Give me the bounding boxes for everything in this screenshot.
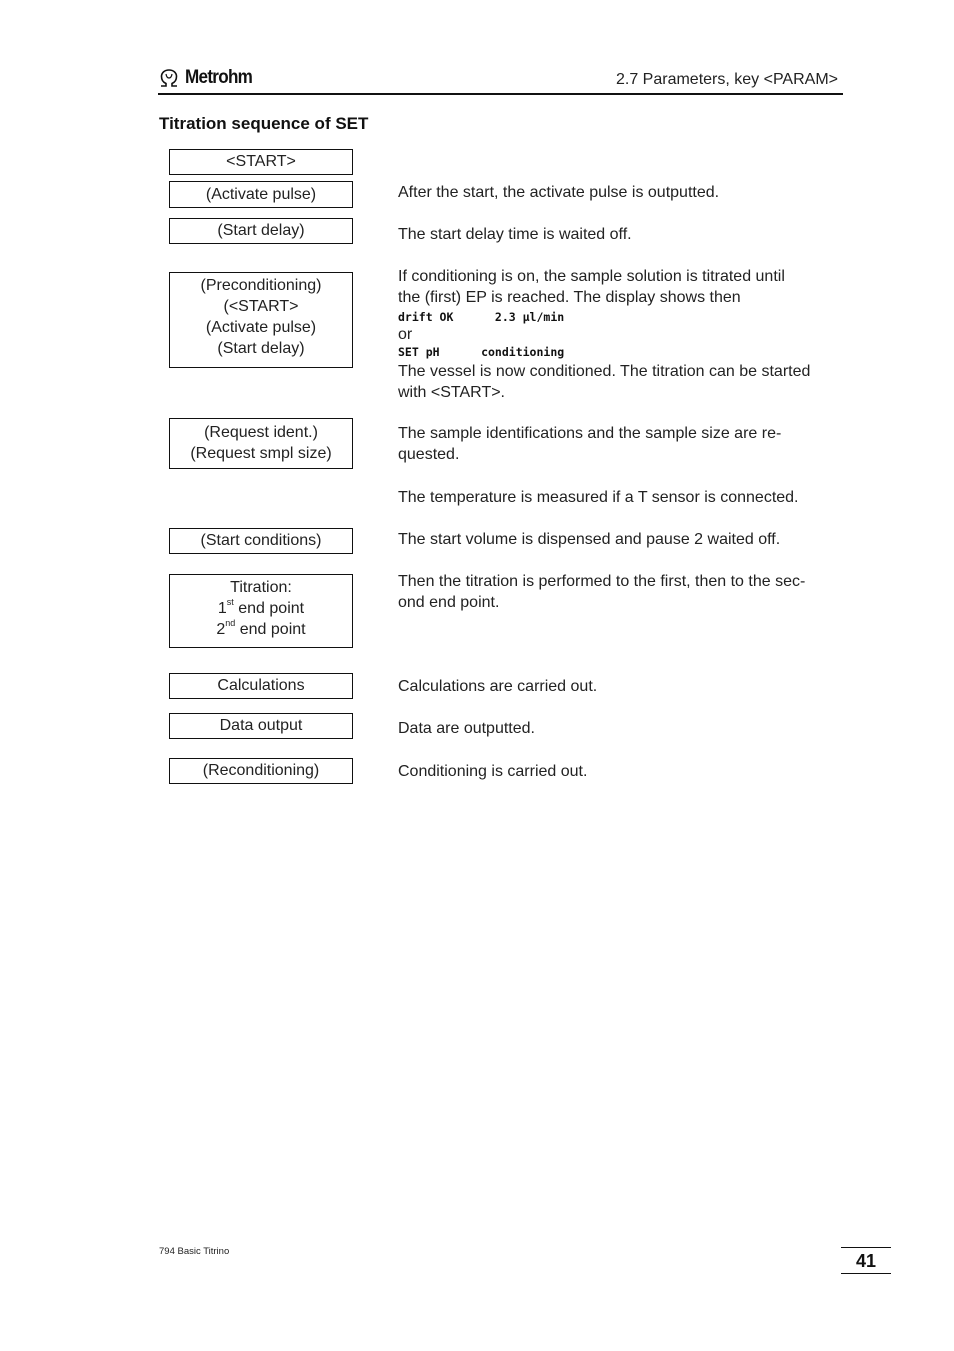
- brand-name: Metrohm: [185, 67, 253, 88]
- step-preconditioning: [169, 272, 353, 368]
- description-line: Data are outputted.: [398, 720, 535, 737]
- step-reconditioning: [169, 758, 353, 784]
- product-name: 794 Basic Titrino: [159, 1246, 230, 1257]
- description-line: The vessel is now conditioned. The titration can be started: [398, 363, 811, 380]
- step-label: 2nd end point: [216, 617, 306, 638]
- step-label: Data output: [219, 717, 303, 734]
- step-start-delay: [169, 218, 353, 244]
- step-description: [398, 487, 844, 508]
- step-label: (Request ident.): [204, 424, 318, 441]
- description-line: the (first) EP is reached. The display shows then: [398, 289, 741, 306]
- step-activate-pulse: [169, 181, 353, 208]
- description-line: The sample identifications and the sample size are re-: [398, 425, 782, 442]
- step-description: [398, 761, 844, 782]
- description-line: Conditioning is carried out.: [398, 763, 588, 780]
- step-description: [398, 718, 844, 739]
- description-line: The start volume is dispensed and pause 2 waited off.: [398, 531, 781, 548]
- step-label: (Request smpl size): [190, 445, 332, 462]
- step-label: (Start delay): [217, 340, 305, 357]
- description-line: Then the titration is performed to the first, then to the sec-: [398, 573, 806, 590]
- description-line: The start delay time is waited off.: [398, 226, 632, 243]
- step-description: [398, 571, 844, 613]
- step-description: [398, 423, 844, 465]
- display-readout: SET pH conditioning: [398, 345, 565, 359]
- step-label: (<START>: [223, 298, 299, 315]
- description-line: ond end point.: [398, 594, 500, 611]
- step-request-ident: [169, 418, 353, 469]
- step-description: [398, 676, 844, 697]
- step-calculations: [169, 673, 353, 699]
- description-line: with <START>.: [398, 384, 505, 401]
- metrohm-logo: [158, 66, 260, 90]
- step-label: <START>: [226, 153, 296, 170]
- description-line: The temperature is measured if a T sensor is connected.: [398, 489, 799, 506]
- description-line: or: [398, 326, 413, 343]
- step-data-output: [169, 713, 353, 739]
- step-titration: [169, 574, 353, 648]
- step-label: 1st end point: [217, 596, 305, 617]
- step-description: [398, 224, 844, 245]
- step-description: [398, 266, 844, 403]
- step-label: Titration:: [230, 579, 292, 596]
- step-start: [169, 149, 353, 175]
- step-description: [398, 182, 844, 203]
- step-label: Calculations: [217, 677, 305, 694]
- description-line: Calculations are carried out.: [398, 678, 598, 695]
- omega-icon: [158, 68, 180, 88]
- step-start-conditions: [169, 528, 353, 554]
- step-description: [398, 529, 844, 550]
- display-readout: drift OK 2.3 µl/min: [398, 310, 565, 324]
- header-divider: [158, 93, 843, 95]
- page-number: 41: [841, 1247, 891, 1274]
- page-title: Titration sequence of SET: [159, 114, 369, 133]
- step-label: (Reconditioning): [202, 762, 320, 779]
- description-line: If conditioning is on, the sample solution is titrated until: [398, 268, 785, 285]
- step-label: (Preconditioning): [200, 277, 322, 294]
- step-label: (Activate pulse): [205, 319, 317, 336]
- section-heading: 2.7 Parameters, key <PARAM>: [615, 71, 838, 88]
- description-line: quested.: [398, 446, 460, 463]
- step-label: (Start delay): [217, 222, 305, 239]
- step-label: (Activate pulse): [205, 186, 317, 203]
- step-label: (Start conditions): [200, 532, 322, 549]
- description-line: After the start, the activate pulse is outputted.: [398, 184, 720, 201]
